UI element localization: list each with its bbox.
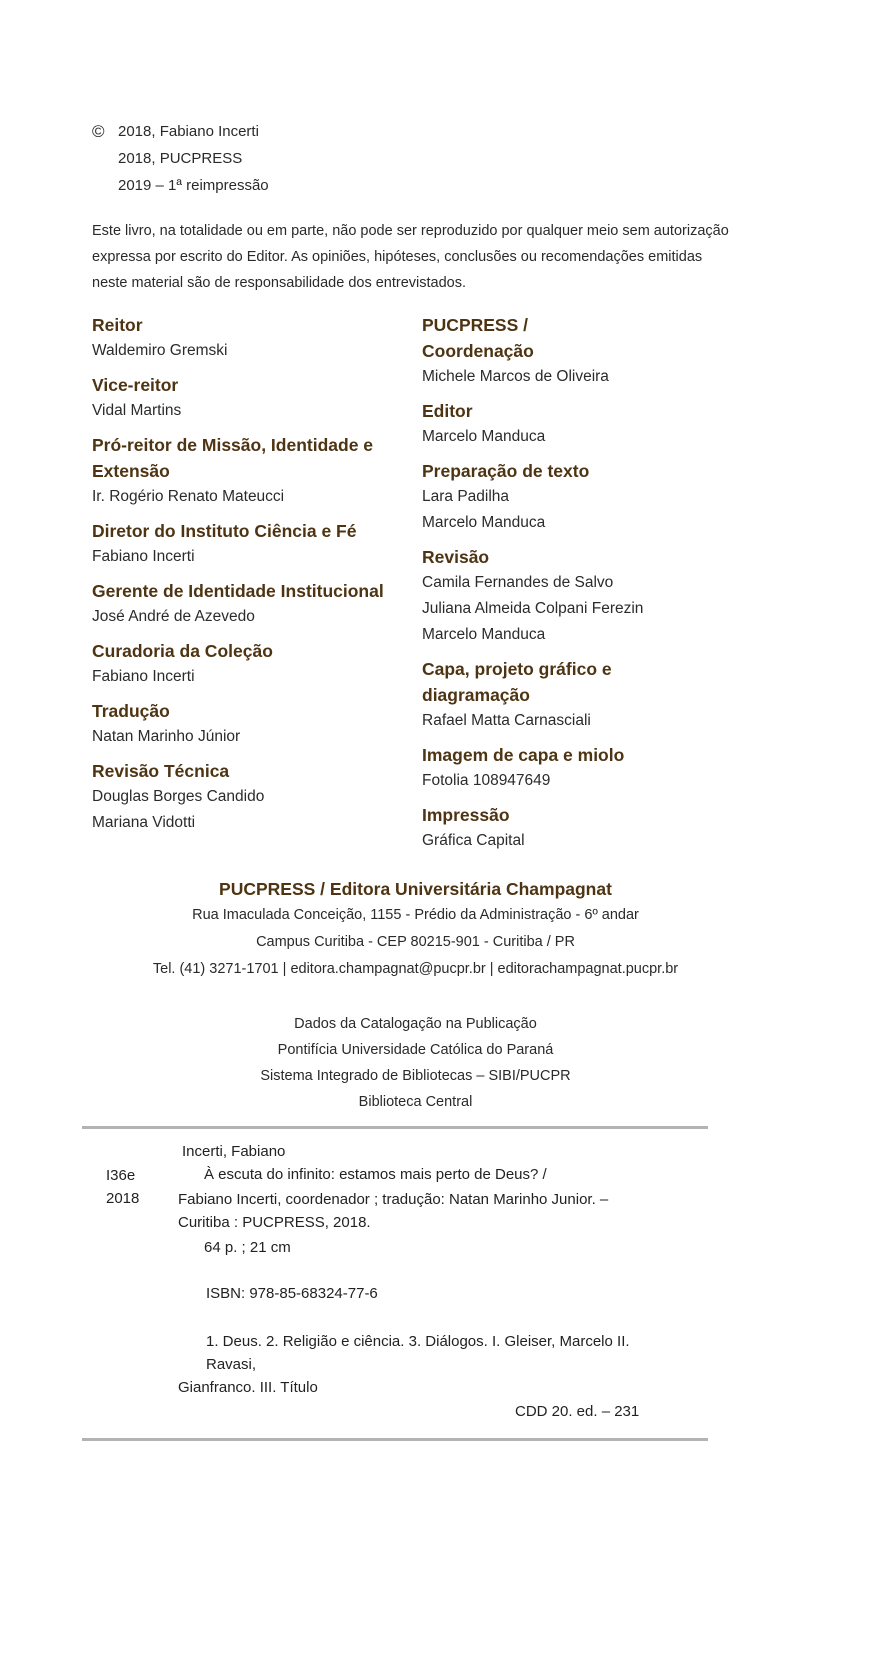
- catalog-bottom-rule: [82, 1438, 708, 1441]
- copyright-line: 2018, Fabiano Incerti: [118, 123, 259, 140]
- credit-name: Gráfica Capital: [422, 832, 525, 849]
- credit-heading: Revisão: [422, 547, 490, 567]
- credit-entry: [92, 312, 412, 364]
- credit-name: Douglas Borges Candido: [92, 788, 265, 805]
- credit-name: Fabiano Incerti: [92, 668, 195, 685]
- copyright-block: [92, 118, 269, 199]
- card-title: À escuta do infinito: estamos mais perto de Deus? /: [204, 1166, 547, 1183]
- credit-name: Natan Marinho Júnior: [92, 728, 241, 745]
- card-subjects: [178, 1330, 678, 1399]
- card-author: Incerti, Fabiano: [182, 1143, 286, 1160]
- card-isbn: ISBN: 978-85-68324-77-6: [206, 1285, 378, 1302]
- call-number-line: 2018: [106, 1190, 140, 1207]
- credits-left-column: [92, 312, 412, 844]
- credit-name: Michele Marcos de Oliveira: [422, 368, 609, 385]
- credit-entry: [92, 518, 412, 570]
- credit-name: Marcelo Manduca: [422, 626, 546, 643]
- credit-heading: Curadoria da Coleção: [92, 641, 273, 661]
- credit-entry: [92, 638, 412, 690]
- publisher-address: Rua Imaculada Conceição, 1155 - Prédio da Administração - 6º andar: [192, 907, 639, 923]
- catalog-line: Dados da Catalogação na Publicação: [294, 1016, 537, 1032]
- credit-name: Juliana Almeida Colpani Ferezin: [422, 600, 644, 617]
- credit-entry: [92, 758, 412, 836]
- credit-entry: [422, 458, 752, 536]
- credit-heading: Capa, projeto gráfico e diagramação: [422, 659, 612, 705]
- credit-heading: Vice-reitor: [92, 375, 179, 395]
- catalog-line: Pontifícia Universidade Católica do Paraná: [277, 1042, 554, 1058]
- credit-name: Marcelo Manduca: [422, 514, 546, 531]
- copyright-row: [92, 172, 269, 199]
- credit-heading: Reitor: [92, 315, 143, 335]
- credit-entry: [422, 742, 752, 794]
- credit-entry: [92, 578, 412, 630]
- credit-name: Lara Padilha: [422, 488, 510, 505]
- credit-name: Waldemiro Gremski: [92, 342, 228, 359]
- credit-entry: [92, 698, 412, 750]
- publisher-contact: Tel. (41) 3271-1701 | editora.champagnat@pucpr.br | editorachampagnat.pucpr.br: [152, 961, 679, 977]
- card-physical-description: 64 p. ; 21 cm: [204, 1239, 291, 1256]
- credit-name: Mariana Vidotti: [92, 814, 196, 831]
- credit-heading: Diretor do Instituto Ciência e Fé: [92, 521, 357, 541]
- credit-heading: Pró-reitor de Missão, Identidade e Extensão: [92, 435, 374, 481]
- credit-name: Marcelo Manduca: [422, 428, 546, 445]
- call-number: [106, 1164, 156, 1210]
- copyright-symbol: ©: [92, 122, 105, 141]
- catalog-line: Biblioteca Central: [358, 1094, 473, 1110]
- credit-name: Fabiano Incerti: [92, 548, 195, 565]
- credit-entry: [422, 656, 752, 734]
- publisher-block: [0, 876, 871, 983]
- credit-heading: Tradução: [92, 701, 170, 721]
- credit-heading: Impressão: [422, 805, 510, 825]
- credit-name: Camila Fernandes de Salvo: [422, 574, 614, 591]
- publisher-campus: Campus Curitiba - CEP 80215-901 - Curitiba / PR: [256, 934, 575, 950]
- catalog-header: [0, 1011, 871, 1115]
- credit-name: Fotolia 108947649: [422, 772, 551, 789]
- credit-entry: [422, 802, 752, 854]
- copyright-row: [92, 145, 269, 172]
- credit-entry: [422, 312, 752, 390]
- credit-heading: PUCPRESS / Coordenação: [422, 315, 534, 361]
- card-subjects-line: Gianfranco. III. Título: [178, 1379, 318, 1396]
- credit-name: Ir. Rogério Renato Mateucci: [92, 488, 285, 505]
- credit-name: Vidal Martins: [92, 402, 182, 419]
- rights-notice: Este livro, na totalidade ou em parte, não pode ser reproduzido por qualquer meio sem autorização expressa por escrito do Editor. As opiniões, hipóteses, conclusões ou recomendações emitidas neste material são de responsabilidade dos entrevistados.: [92, 223, 729, 291]
- card-responsibility: Fabiano Incerti, coordenador ; tradução: Natan Marinho Junior. – Curitiba : PUCPRESS, 2018.: [178, 1191, 609, 1231]
- credits-right-column: [422, 312, 752, 862]
- catalog-top-rule: [82, 1126, 708, 1129]
- card-subjects-line: 1. Deus. 2. Religião e ciência. 3. Diálogos. I. Gleiser, Marcelo II. Ravasi,: [206, 1333, 630, 1373]
- catalog-line: Sistema Integrado de Bibliotecas – SIBI/PUCPR: [260, 1068, 571, 1084]
- copyright-row: [92, 118, 269, 145]
- credit-heading: Gerente de Identidade Institucional: [92, 581, 384, 601]
- call-number-line: I36e: [106, 1167, 136, 1184]
- copyright-line: 2018, PUCPRESS: [118, 150, 243, 167]
- credit-heading: Preparação de texto: [422, 461, 590, 481]
- copyright-line: 2019 – 1ª reimpressão: [118, 177, 269, 194]
- credit-entry: [92, 432, 412, 510]
- credit-entry: [422, 398, 752, 450]
- card-cdd: CDD 20. ed. – 231: [515, 1403, 640, 1420]
- credit-entry: [92, 372, 412, 424]
- credit-entry: [422, 544, 752, 648]
- credit-heading: Editor: [422, 401, 473, 421]
- credit-heading: Imagem de capa e miolo: [422, 745, 625, 765]
- credit-name: José André de Azevedo: [92, 608, 255, 625]
- credit-heading: Revisão Técnica: [92, 761, 230, 781]
- publisher-name: PUCPRESS / Editora Universitária Champagnat: [219, 879, 612, 899]
- credit-name: Rafael Matta Carnasciali: [422, 712, 591, 729]
